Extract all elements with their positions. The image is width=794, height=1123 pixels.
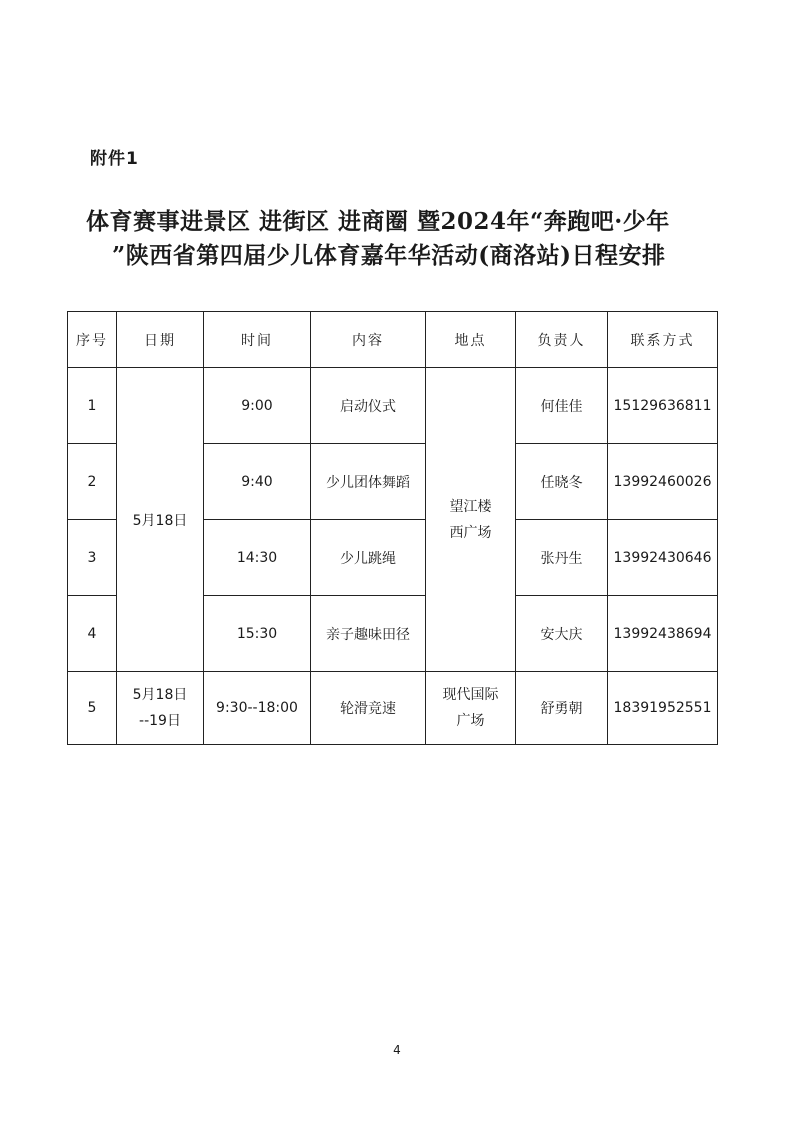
header-time: 时间 (204, 312, 311, 368)
title-line-2: ”陕西省第四届少儿体育嘉年华活动(商洛站)日程安排 (112, 242, 666, 269)
row-person: 舒勇朝 (516, 672, 608, 745)
table-row (68, 672, 718, 745)
date-line-2: --19日 (139, 713, 181, 729)
location-line-1: 现代国际 (442, 687, 499, 703)
row-phone: 15129636811 (608, 368, 718, 444)
row-content: 亲子趣味田径 (311, 596, 426, 672)
schedule-table (67, 311, 718, 745)
table-header-row (68, 312, 718, 368)
attachment-label: 附件1 (90, 149, 139, 169)
location-line-1: 望江楼 (449, 498, 492, 515)
table-row (68, 368, 718, 444)
row-person: 何佳佳 (516, 368, 608, 444)
row-time: 9:40 (204, 444, 311, 520)
date-line-1: 5月18日 (132, 687, 188, 703)
merged-date-cell: 5月18日 (117, 368, 204, 672)
row-number: 3 (68, 520, 117, 596)
row-content: 启动仪式 (311, 368, 426, 444)
header-location: 地点 (426, 312, 516, 368)
row-time: 14:30 (204, 520, 311, 596)
row-content: 少儿跳绳 (311, 520, 426, 596)
row-number: 4 (68, 596, 117, 672)
row-content: 轮滑竞速 (311, 672, 426, 745)
header-contact: 联系方式 (608, 312, 718, 368)
row-number: 1 (68, 368, 117, 444)
header-number: 序号 (68, 312, 117, 368)
header-person: 负责人 (516, 312, 608, 368)
location-line-2: 西广场 (449, 524, 492, 541)
row-person: 任晓冬 (516, 444, 608, 520)
row-phone: 13992430646 (608, 520, 718, 596)
row-number: 2 (68, 444, 117, 520)
page-number: 4 (393, 1043, 401, 1057)
header-content: 内容 (311, 312, 426, 368)
row-date (117, 672, 204, 745)
document-title (86, 205, 716, 273)
row-phone: 13992438694 (608, 596, 718, 672)
row-phone: 13992460026 (608, 444, 718, 520)
row-time: 15:30 (204, 596, 311, 672)
row-person: 安大庆 (516, 596, 608, 672)
merged-location-cell (426, 368, 516, 672)
row-time: 9:00 (204, 368, 311, 444)
row-phone: 18391952551 (608, 672, 718, 745)
row-time: 9:30--18:00 (204, 672, 311, 745)
row-number: 5 (68, 672, 117, 745)
row-person: 张丹生 (516, 520, 608, 596)
header-date: 日期 (117, 312, 204, 368)
location-line-2: 广场 (456, 713, 485, 729)
row-content: 少儿团体舞蹈 (311, 444, 426, 520)
row-location (426, 672, 516, 745)
title-line-1: 体育赛事进景区 进街区 进商圈 暨2024年“奔跑吧·少年 (86, 208, 670, 235)
